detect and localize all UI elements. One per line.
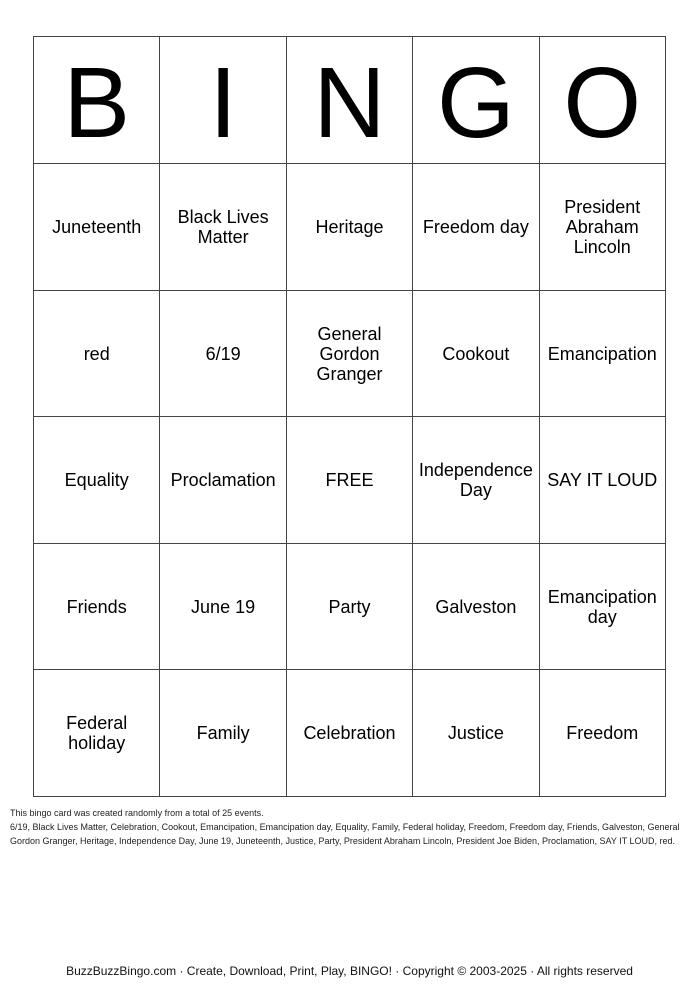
bingo-cell: Federal holiday: [34, 670, 160, 797]
bingo-cell: 6/19: [160, 291, 286, 417]
bingo-cell: Cookout: [413, 291, 539, 417]
bingo-cell: Emancipation: [539, 291, 665, 417]
bingo-cell: June 19: [160, 544, 286, 670]
bingo-cell: Emancipation day: [539, 544, 665, 670]
bingo-cell: Justice: [413, 670, 539, 797]
bingo-row: [34, 544, 666, 670]
bingo-cell: President Abraham Lincoln: [539, 164, 665, 291]
bingo-cell: Heritage: [286, 164, 412, 291]
card-footer-note: [10, 806, 690, 848]
bingo-card: [33, 36, 666, 797]
bingo-cell: SAY IT LOUD: [539, 417, 665, 544]
copyright-line: BuzzBuzzBingo.com · Create, Download, Print, Play, BINGO! · Copyright © 2003-2025 · All rights reserved: [66, 964, 633, 978]
card-footer-intro: This bingo card was created randomly from a total of 25 events.: [10, 808, 264, 818]
bingo-header-letter: B: [34, 37, 160, 164]
bingo-header-row: [34, 37, 666, 164]
bingo-header-letter: I: [160, 37, 286, 164]
bingo-cell: Equality: [34, 417, 160, 544]
bingo-header-letter: N: [286, 37, 412, 164]
bingo-cell: Party: [286, 544, 412, 670]
bingo-header-letter: G: [413, 37, 539, 164]
bingo-cell-free: FREE: [286, 417, 412, 544]
bingo-cell: General Gordon Granger: [286, 291, 412, 417]
bingo-header-letter: O: [539, 37, 665, 164]
bingo-cell: Galveston: [413, 544, 539, 670]
bingo-cell: Independence Day: [413, 417, 539, 544]
bingo-cell: Freedom: [539, 670, 665, 797]
bingo-cell: Proclamation: [160, 417, 286, 544]
bingo-cell: red: [34, 291, 160, 417]
bingo-cell: Family: [160, 670, 286, 797]
bingo-row: [34, 417, 666, 544]
bingo-cell: Juneteenth: [34, 164, 160, 291]
bingo-cell: Black Lives Matter: [160, 164, 286, 291]
bingo-cell: Celebration: [286, 670, 412, 797]
bingo-cell: Freedom day: [413, 164, 539, 291]
bingo-row: [34, 291, 666, 417]
bingo-cell: Friends: [34, 544, 160, 670]
card-footer-event-list: 6/19, Black Lives Matter, Celebration, Cookout, Emancipation, Emancipation day, Equality, Family, Federal holiday, Freedom, Freedom day, Friends, Galveston, General Gordon Granger, Heritage, Independence Day, June 19, Juneteenth, Justice, Party, President Abraham Lincoln, President Joe Biden, Proclamation, SAY IT LOUD, red.: [10, 822, 680, 846]
bingo-row: [34, 670, 666, 797]
bingo-row: [34, 164, 666, 291]
